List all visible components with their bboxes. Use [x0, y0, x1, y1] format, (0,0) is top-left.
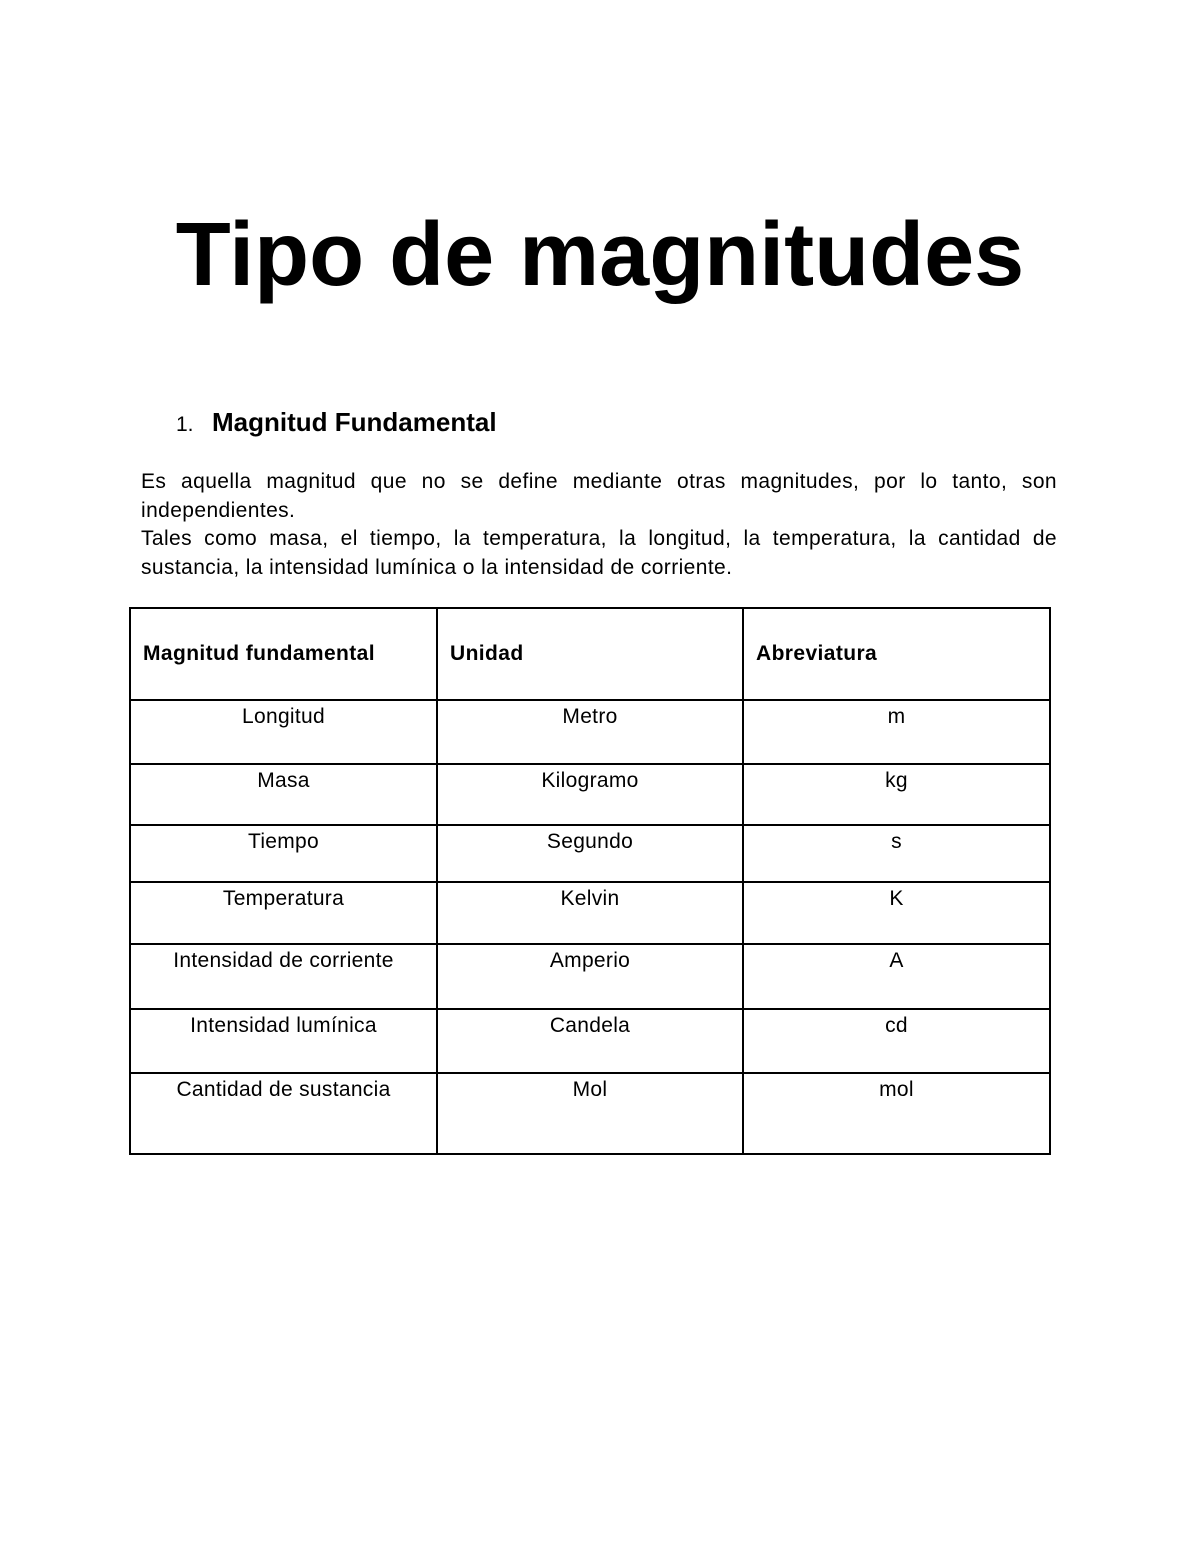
- cell-unit: Candela: [437, 1009, 743, 1073]
- cell-magnitude: Temperatura: [130, 882, 437, 944]
- table-row: [130, 700, 1050, 764]
- table-row: [130, 764, 1050, 825]
- cell-unit: Amperio: [437, 944, 743, 1009]
- cell-unit: Metro: [437, 700, 743, 764]
- cell-abbreviation: s: [743, 825, 1050, 882]
- table-row: [130, 825, 1050, 882]
- cell-magnitude: Intensidad de corriente: [130, 944, 437, 1009]
- cell-unit: Segundo: [437, 825, 743, 882]
- column-header-abbreviation: Abreviatura: [743, 608, 1050, 700]
- table-row: [130, 944, 1050, 1009]
- cell-magnitude: Cantidad de sustancia: [130, 1073, 437, 1154]
- table-row: [130, 882, 1050, 944]
- cell-abbreviation: m: [743, 700, 1050, 764]
- definition-paragraph: [141, 468, 1057, 582]
- fundamental-magnitudes-table: [129, 607, 1051, 1155]
- cell-magnitude: Tiempo: [130, 825, 437, 882]
- cell-magnitude: Intensidad lumínica: [130, 1009, 437, 1073]
- cell-magnitude: Masa: [130, 764, 437, 825]
- paragraph-1: Es aquella magnitud que no se define mediante otras magnitudes, por lo tanto, son independientes.: [141, 470, 1057, 522]
- table-row: [130, 1009, 1050, 1073]
- column-header-magnitude: Magnitud fundamental: [130, 608, 437, 700]
- cell-abbreviation: cd: [743, 1009, 1050, 1073]
- cell-abbreviation: A: [743, 944, 1050, 1009]
- cell-unit: Mol: [437, 1073, 743, 1154]
- cell-unit: Kelvin: [437, 882, 743, 944]
- cell-abbreviation: kg: [743, 764, 1050, 825]
- paragraph-2: Tales como masa, el tiempo, la temperatura, la longitud, la temperatura, la cantidad de sustancia, la intensidad lumínica o la intensidad de corriente.: [141, 527, 1057, 579]
- column-header-unit: Unidad: [437, 608, 743, 700]
- section-heading: [176, 404, 497, 443]
- cell-abbreviation: K: [743, 882, 1050, 944]
- cell-magnitude: Longitud: [130, 700, 437, 764]
- page-title: Tipo de magnitudes: [175, 205, 1025, 306]
- section-heading-text: Magnitud Fundamental: [212, 407, 497, 437]
- table-header-row: [130, 608, 1050, 700]
- cell-unit: Kilogramo: [437, 764, 743, 825]
- cell-abbreviation: mol: [743, 1073, 1050, 1154]
- table-row: [130, 1073, 1050, 1154]
- section-number: 1.: [176, 413, 194, 436]
